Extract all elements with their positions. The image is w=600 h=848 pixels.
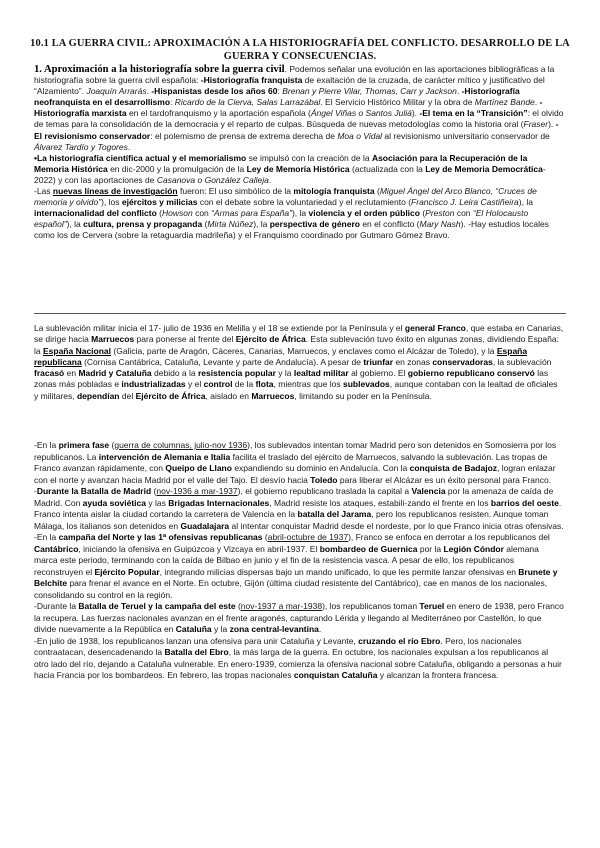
underlined-term: España republicana <box>34 345 528 367</box>
bold-term: internacionalidad del conflicto <box>34 208 157 219</box>
text-run: , Madrid resiste los ataques, estabili-zando el frente en los <box>269 497 491 508</box>
text-run: -Durante la <box>34 601 79 611</box>
text-run: fueron: El uso simbólico de la <box>177 186 294 197</box>
bold-term: Legión Cóndor <box>443 543 504 554</box>
text-run: y la <box>211 624 230 634</box>
bold-term: Batalla de Teruel y la campaña del este <box>78 601 236 611</box>
text-run: , pero los republicanos resisten. Aunque toman Málaga, los italianos son detenidos en <box>34 509 549 531</box>
bold-term: Guadalajara <box>180 520 230 531</box>
section-divider <box>34 313 566 314</box>
underlined-term: nov-1936 a mar-1937 <box>156 486 238 496</box>
bold-term: campaña del Norte y las 1ª ofensivas republicanas <box>58 532 263 542</box>
author-name: “El Holocausto español” <box>34 208 529 230</box>
bold-term: violencia y el orden público <box>308 208 420 219</box>
text-run: en <box>64 368 79 379</box>
bold-term: mitología franquista <box>293 186 375 197</box>
text-run: (Galicia, parte de Aragón, Cáceres, Canarias, Marruecos, y enclaves como el Alcázar de Toledo), y la <box>111 345 497 356</box>
author-name: Casanova o González Calleja <box>156 174 269 185</box>
text-run: ( <box>151 486 157 496</box>
ebro-paragraph <box>34 636 564 682</box>
historiography-paragraph <box>34 64 564 153</box>
text-run: las zonas más pobladas e <box>34 368 549 390</box>
text-run: se impulsó con la creación de la <box>246 152 372 163</box>
author-name: Álvarez Tardío y Togores <box>34 141 128 152</box>
text-run: , limitando su poder en la Península. <box>294 390 432 401</box>
bold-term: dependían <box>76 390 120 401</box>
text-run: en el conflicto ( <box>359 219 420 230</box>
author-name: Joaquín Arrarás <box>86 86 147 97</box>
author-name: Martínez Bande <box>474 97 535 108</box>
text-run: -En la <box>34 532 59 542</box>
bold-term: control <box>203 379 233 390</box>
text-run: ( <box>419 208 426 219</box>
text-run: , la sublevación <box>492 356 552 367</box>
teruel-paragraph <box>34 601 564 636</box>
text-run: . Esta sublevación tuvo éxito en algunas zonas, dividiendo España: la <box>34 334 559 356</box>
underlined-term: España Nacional <box>42 345 112 356</box>
bold-term: Madrid y Cataluña <box>78 368 152 379</box>
text-run: y el <box>185 379 204 390</box>
bold-term: Ejército de África <box>135 390 206 401</box>
underlined-term: guerra de columnas, julio-nov 1936 <box>114 440 248 450</box>
text-run: del <box>119 390 136 401</box>
bold-term: ayuda soviética <box>82 497 146 508</box>
bold-term: cultura, prensa y propaganda <box>83 219 203 230</box>
text-run: en dic-2000 y la promulgación de la <box>107 163 247 174</box>
text-run: . Podemos señalar una evolución en las aportaciones bibliográficas a la historiografía sobre la guerra civil española: <box>34 64 555 86</box>
text-run: ), los sublevados intentan tomar Madrid pero son detenidos en Somosierra por los republicanos. La <box>34 440 557 462</box>
underlined-term: nov-1937 a mar-1938 <box>240 601 323 611</box>
text-run: con <box>454 208 473 219</box>
bold-term: Ejército Popular <box>94 566 160 577</box>
bold-term: perspectiva de género <box>269 219 360 230</box>
text-run: ( <box>374 186 380 197</box>
text-run: (Cornisa Cantábrica, Cataluña, Levante y parte de Andalucía). A pesar de <box>81 356 364 367</box>
text-run: -Las <box>34 186 53 197</box>
memorialism-paragraph <box>34 153 564 186</box>
text-run: con el debate sobre la voluntariedad y el reclutamiento ( <box>197 197 412 208</box>
bold-term: Cataluña <box>175 624 212 634</box>
text-run: ), Franco se enfoca en derrotar a los republicanos del <box>348 532 550 542</box>
bold-term: Durante la Batalla de Madrid <box>36 486 152 496</box>
text-run: : el polemismo de prensa de extrema derecha de <box>150 130 338 141</box>
text-run: : el olvido de temas para la consolidación de la democracia y el reparto de culpas. Búsqueda de nuevas metodologías como la historia oral ( <box>34 108 564 130</box>
madrid-battle-paragraph <box>34 486 564 532</box>
text-run: de exaltación de la cruzada, de carácter mítico y justificativo del “Alzamiento”. <box>34 75 545 97</box>
text-run: alemana marca este periodo, terminando con la caída de Bilbao en junio y el fin de la resistencia vasca. A pesar de ello, los republicanos reconstruyen el <box>34 543 539 577</box>
bold-term: Ley de Memoria Democrática <box>425 163 543 174</box>
text-run: . <box>146 86 152 97</box>
bold-term: lealtad militar <box>293 368 349 379</box>
text-run: -En julio de 1938, los republicanos lanzan una ofensiva para unir Cataluña y Levante, <box>34 635 359 646</box>
bold-term: conservadoras <box>432 356 493 367</box>
text-run: para liberar el Alcázar es un éxito personal para Franco. <box>337 474 552 485</box>
bold-term: •La historiografía científica actual y el memorialismo <box>34 152 247 163</box>
text-run: ). <box>411 108 420 119</box>
bold-term: Brigadas Internacionales <box>168 497 270 508</box>
author-name: Mary Nash <box>419 219 461 230</box>
bold-term: general Franco <box>404 323 466 333</box>
text-run: -2022) y con las aportaciones de <box>34 163 546 185</box>
text-run: . <box>127 141 131 152</box>
text-run: -En la <box>34 440 59 450</box>
author-name: Preston <box>425 208 455 219</box>
text-run: para ponerse al frente del <box>134 334 236 345</box>
bold-term: triunfar <box>363 356 394 367</box>
section-heading: 1. Aproximación a la historiografía sobre la guerra civil <box>34 64 285 75</box>
text-run: y la <box>275 368 294 379</box>
text-run: por la amenaza de caída de Madrid. Con <box>34 486 554 508</box>
author-name: Brenan y Pierre Vilar, Thomas, Carr y Jackson <box>282 86 457 97</box>
bold-term: batalla del Jarama <box>297 509 372 519</box>
text-run: : <box>277 86 283 97</box>
bold-term: -Historiografía franquista <box>200 75 303 86</box>
text-run: en zonas <box>393 356 433 367</box>
text-run: ), la <box>66 219 84 230</box>
text-run: para frenar el avance en el Norte. En octubre, Gijón (última ciudad resistente del Cantábrico), cae en manos de los nacionales, consolidando su control en la región. <box>34 578 548 600</box>
text-run: . <box>268 174 272 185</box>
author-name: Moa o Vidal <box>337 130 383 141</box>
text-run: ), el gobierno republicano traslada la capital a <box>237 486 412 496</box>
text-run: y alcanzan la frontera francesa. <box>377 670 499 680</box>
text-run: ), la <box>253 219 270 230</box>
text-run: ), la <box>291 208 309 219</box>
text-run: facilita el traslado del ejército de Marruecos, salvando la sublevación. Las tropas de Franco avanzan rápidamente, con <box>34 451 548 473</box>
text-run: ( <box>262 532 268 542</box>
text-run: (actualizada con la <box>349 163 426 174</box>
text-run: ( <box>235 601 241 611</box>
text-run: . El Servicio Histórico Militar y la obra de <box>320 97 475 108</box>
document-title: 10.1 LA GUERRA CIVIL: APROXIMACIÓN A LA HISTORIOGRAFÍA DEL CONFLICTO. DESARROLLO DE LA GUERRA Y CONSECUENCIAS. <box>30 38 570 62</box>
author-name: Ángel Viñas o Santos Juliá <box>310 108 412 119</box>
uprising-paragraph <box>34 323 564 402</box>
text-run: debido a la <box>151 368 198 379</box>
text-run: . <box>534 97 540 108</box>
text-run: , iniciando la ofensiva en Guipúzcoa y Vizcaya en abril-1937. El <box>78 543 320 554</box>
text-run: , logran enlazar con el norte y avanzan hacia Madrid por el valle del Tajo. El desvío hacia <box>34 463 556 485</box>
text-run: . Franco intenta aislar la ciudad cortando la carretera de Valencia en la <box>34 497 562 519</box>
north-campaign-paragraph <box>34 532 564 601</box>
author-name: Fraser <box>523 119 549 130</box>
underlined-term: abril-octubre de 1937 <box>267 532 349 542</box>
bold-term: Queipo de Llano <box>165 463 232 473</box>
bold-term: Teruel <box>419 601 445 611</box>
author-name: Mirta Núñez <box>207 219 254 230</box>
bold-term: Ley de Memoria Histórica <box>246 163 350 174</box>
text-run: al gobierno. El <box>348 368 408 379</box>
text-run: , aunque contaban con la lealtad de oficiales y militares, <box>34 379 558 401</box>
text-run: en enero de 1938, pero Franco la recupera. Las fuerzas nacionales avanzan en el frente aragonés, capturando Lérida y llegando al Mediterráneo por Castellón, lo que divide nuevamente a la República en <box>34 601 564 634</box>
bold-term: Brunete y Belchite <box>34 566 558 588</box>
text-run: ( <box>156 208 162 219</box>
bold-term: Ejército de África <box>235 334 306 345</box>
bold-term: Asociación para la Recuperación de la Memoria Histórica <box>34 152 528 174</box>
bold-term: Valencia <box>411 486 446 496</box>
bold-term: -Historiografía marxista <box>34 97 543 119</box>
text-run: : <box>170 97 175 108</box>
bold-term: cruzando el río Ebro <box>358 635 441 646</box>
bold-term: -El tema en la “Transición” <box>419 108 528 119</box>
bold-term: -El revisionismo conservador <box>34 119 559 141</box>
bold-term: barrios del oeste <box>490 497 559 508</box>
text-run: . <box>456 86 462 97</box>
text-run: - <box>34 486 37 496</box>
text-run: , la más larga de la guerra. En octubre, los nacionales expulsan a los republicanos al otro lado del río, dejando a Cataluña vulnerable. En enero-1939, comienza la ofensiva nacional sobre Cataluña, obligando a personas a huir hacia Francia por los bombardeos. En febrero, las tropas nacionales <box>34 647 562 680</box>
author-name: Howson <box>162 208 193 219</box>
text-run: ), la <box>518 197 533 208</box>
bold-term: gobierno republicano conservó <box>407 368 535 379</box>
text-run: . Pero, los nacionales contraatacan, desencadenando la <box>34 635 522 657</box>
text-run: ), los <box>101 197 122 208</box>
text-run: . <box>318 624 322 634</box>
bold-term: conquista de Badajoz <box>409 463 498 473</box>
text-run: ( <box>202 219 208 230</box>
underlined-term: nuevas líneas de investigación <box>52 186 178 197</box>
author-name: Ricardo de la Cierva, Salas Larrazábal <box>174 97 321 108</box>
research-lines-paragraph <box>34 186 564 241</box>
text-run: en el tardofranquismo y la aportación española ( <box>126 108 311 119</box>
text-run: ( <box>109 440 115 450</box>
bold-term: Toledo <box>310 474 338 485</box>
first-phase-paragraph <box>34 440 564 486</box>
bold-term: Cantábrico <box>34 543 79 554</box>
historiography-section <box>34 64 564 242</box>
text-run: expandiendo su dominio en Andalucía. Con la <box>231 463 410 473</box>
text-run: ). -Hay estudios locales como los de Cervera (sobre la retaguardia madrileña) y el Franquismo coordinado por Gutmaro Gómez Bravo. <box>34 219 549 241</box>
bold-term: resistencia popular <box>197 368 276 379</box>
author-name: Francisco J. Leira Castiñeira <box>411 197 519 208</box>
text-run: al intentar conquistar Madrid desde el nordeste, por lo que Franco inicia otras ofensivas. <box>229 520 564 531</box>
author-name: “Armas para España” <box>211 208 292 219</box>
bold-term: Marruecos <box>251 390 295 401</box>
text-run: ), los republicanos toman <box>322 601 420 611</box>
text-run: , que estaba en Canarias, se dirige hacia <box>34 323 564 345</box>
bold-term: -Hispanistas desde los años 60 <box>151 86 278 97</box>
bold-term: conquistan Cataluña <box>293 670 378 680</box>
text-run: , mientras que los <box>273 379 343 390</box>
text-run: y las <box>145 497 169 508</box>
text-run: por la <box>417 543 444 554</box>
bold-term: -Historiografía neofranquista en el desarrollismo <box>34 86 520 108</box>
bold-term: sublevados <box>343 379 390 390</box>
war-phases-section <box>34 440 564 682</box>
bold-term: flota <box>255 379 274 390</box>
text-run: al revisionismo universitario conservador de <box>382 130 550 141</box>
text-run: de la <box>232 379 256 390</box>
text-run: ). <box>548 119 556 130</box>
bold-term: zona central-levantina <box>229 624 319 634</box>
bold-term: primera fase <box>58 440 110 450</box>
bold-term: fracasó <box>34 368 65 379</box>
bold-term: Batalla del Ebro <box>164 647 229 657</box>
bold-term: bombardeo de Guernica <box>319 543 418 554</box>
bold-term: ejércitos y milicias <box>121 197 198 208</box>
uprising-section <box>34 323 564 402</box>
text-run: , aislado en <box>205 390 252 401</box>
text-run: La sublevación militar inicia el 17- julio de 1936 en Melilla y el 18 se extiende por la Península y el <box>34 323 405 333</box>
text-run: , integrando milicias dispersas bajo un mando unificado, lo que les permite lanzar ofensivas en <box>159 566 519 577</box>
bold-term: Marruecos <box>91 334 135 345</box>
bold-term: intervención de Alemania e Italia <box>98 451 231 462</box>
text-run: con <box>192 208 212 219</box>
bold-term: industrializadas <box>121 379 186 390</box>
author-name: Miguel Ángel del Arco Blanco, “Cruces de memoria y olvido” <box>34 186 537 208</box>
